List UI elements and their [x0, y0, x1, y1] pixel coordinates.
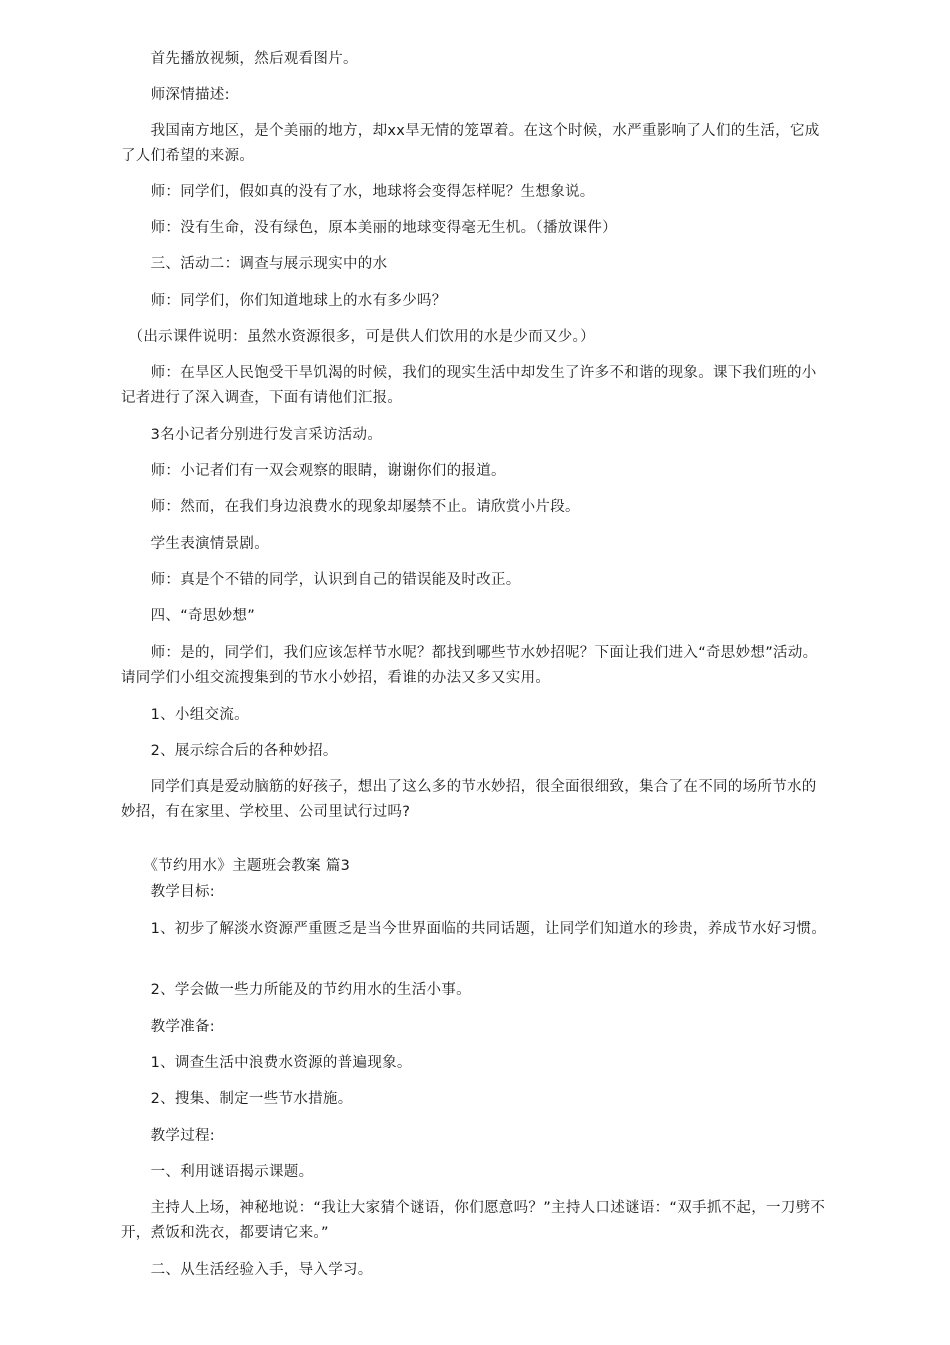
paragraph: 同学们真是爱动脑筋的好孩子，想出了这么多的节水妙招，很全面很细致，集合了在不同的场所节水的妙招，有在家里、学校里、公司里试行过吗? — [121, 779, 817, 820]
section-heading: 教学过程: — [121, 1128, 215, 1144]
paragraph: 首先播放视频，然后观看图片。 — [121, 51, 358, 67]
paragraph: 师：同学们，假如真的没有了水，地球将会变得怎样呢？生想象说。 — [121, 184, 595, 200]
section-heading: 三、活动二：调查与展示现实中的水 — [121, 256, 388, 272]
paragraph: 师：没有生命，没有绿色，原本美丽的地球变得毫无生机。（播放课件） — [121, 220, 617, 236]
paragraph: 师：同学们，你们知道地球上的水有多少吗？ — [121, 293, 447, 309]
list-item: 1、小组交流。 — [121, 707, 249, 723]
paragraph: 师：是的，同学们，我们应该怎样节水呢？都找到哪些节水妙招呢？下面让我们进入“奇思妙想”活动。请同学们小组交流搜集到的节水小妙招，看谁的办法又多又实用。 — [121, 645, 818, 686]
section-heading: 四、“奇思妙想” — [121, 608, 256, 624]
paragraph: 师：小记者们有一双会观察的眼睛，谢谢你们的报道。 — [121, 463, 506, 479]
paragraph: 我国南方地区，是个美丽的地方，却xx旱无情的笼罩着。在这个时候，水严重影响了人们的生活，它成了人们希望的来源。 — [121, 123, 820, 164]
list-item: 2、搜集、制定一些节水措施。 — [121, 1091, 353, 1107]
paragraph: 师：然而，在我们身边浪费水的现象却屡禁不止。请欣赏小片段。 — [121, 499, 580, 515]
list-item: 2、展示综合后的各种妙招。 — [121, 743, 338, 759]
section-heading: 教学准备: — [121, 1019, 215, 1035]
paragraph: 主持人上场，神秘地说：“我让大家猜个谜语，你们愿意吗？”主持人口述谜语：“双手抓不起，一刀劈不开，煮饭和洗衣，都要请它来。” — [121, 1200, 826, 1241]
section-heading: 二、从生活经验入手，导入学习。 — [121, 1262, 373, 1278]
paragraph: （出示课件说明：虽然水资源很多，可是供人们饮用的水是少而又少。） — [121, 329, 595, 345]
list-item: 2、学会做一些力所能及的节约用水的生活小事。 — [121, 982, 471, 998]
paragraph: 学生表演情景剧。 — [121, 536, 269, 552]
section-heading: 教学目标: — [121, 884, 215, 900]
list-item: 1、调查生活中浪费水资源的普遍现象。 — [121, 1055, 412, 1071]
paragraph: 师：在旱区人民饱受干旱饥渴的时候，我们的现实生活中却发生了许多不和谐的现象。课下我们班的小记者进行了深入调查，下面有请他们汇报。 — [121, 365, 817, 406]
list-item: 1、初步了解淡水资源严重匮乏是当今世界面临的共同话题，让同学们知道水的珍贵，养成节水好习惯。 — [121, 921, 827, 937]
lesson-title: 《节约用水》主题班会教案 篇3 — [121, 858, 351, 874]
paragraph: 师深情描述: — [121, 87, 230, 103]
paragraph: 师：真是个不错的同学，认识到自己的错误能及时改正。 — [121, 572, 521, 588]
section-heading: 一、利用谜语揭示课题。 — [121, 1164, 314, 1180]
paragraph: 3名小记者分别进行发言采访活动。 — [121, 427, 383, 443]
